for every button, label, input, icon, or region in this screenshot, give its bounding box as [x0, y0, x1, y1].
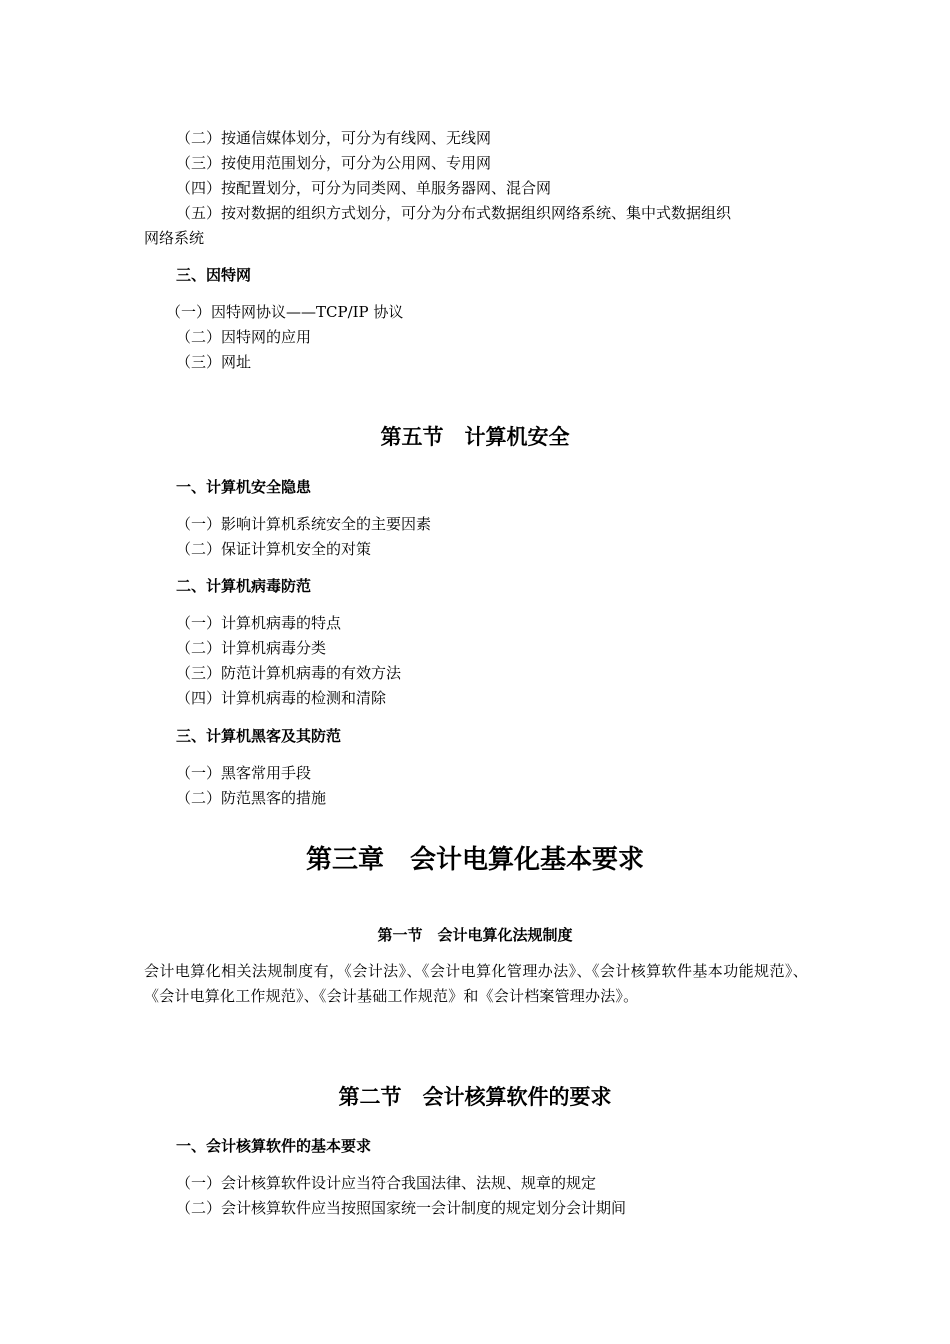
subsection-heading: 三、计算机黑客及其防范: [176, 727, 342, 745]
chapter-title: 第三章 会计电算化基本要求: [305, 845, 644, 875]
list-item: （二）计算机病毒分类: [176, 639, 327, 657]
list-item: （二）会计核算软件应当按照国家统一会计制度的规定划分会计期间: [176, 1199, 627, 1217]
list-item: （一）黑客常用手段: [176, 764, 312, 782]
section-title: 第五节 计算机安全: [380, 424, 570, 449]
list-item: （三）按使用范围划分，可分为公用网、专用网: [176, 154, 492, 172]
subsection-heading: 二、计算机病毒防范: [176, 577, 312, 595]
list-item: （二）保证计算机安全的对策: [176, 540, 372, 558]
paragraph: 会计电算化相关法规制度有，《会计法》、《会计电算化管理办法》、《会计核算软件基本功能规范》、《会计电算化工作规范》、《会计基础工作规范》和《会计档案管理办法》。: [144, 962, 808, 1005]
section-heading-internet: 三、因特网: [176, 266, 252, 284]
section-title: 第二节 会计核算软件的要求: [338, 1084, 612, 1109]
list-item: （五）按对数据的组织方式划分，可分为分布式数据组织网络系统、集中式数据组织: [176, 204, 732, 222]
list-item: （三）防范计算机病毒的有效方法: [176, 664, 402, 682]
list-item: （一）计算机病毒的特点: [176, 614, 342, 632]
list-item-continuation: 网络系统: [144, 229, 205, 247]
list-item: （四）计算机病毒的检测和清除: [176, 689, 387, 707]
subsection-heading: 一、会计核算软件的基本要求: [176, 1137, 372, 1155]
list-item: （二）因特网的应用: [176, 328, 312, 346]
list-item: （二）防范黑客的措施: [176, 789, 327, 807]
subsection-heading: 一、计算机安全隐患: [176, 478, 312, 496]
list-item: （四）按配置划分，可分为同类网、单服务器网、混合网: [176, 179, 552, 197]
list-item: （一）因特网协议——TCP/IP 协议: [166, 303, 404, 321]
list-item: （二）按通信媒体划分，可分为有线网、无线网: [176, 129, 492, 147]
list-item: （一）影响计算机系统安全的主要因素: [176, 515, 432, 533]
section-title: 第一节 会计电算化法规制度: [377, 926, 573, 944]
list-item: （一）会计核算软件设计应当符合我国法律、法规、规章的规定: [176, 1174, 597, 1192]
list-item: （三）网址: [176, 353, 252, 371]
